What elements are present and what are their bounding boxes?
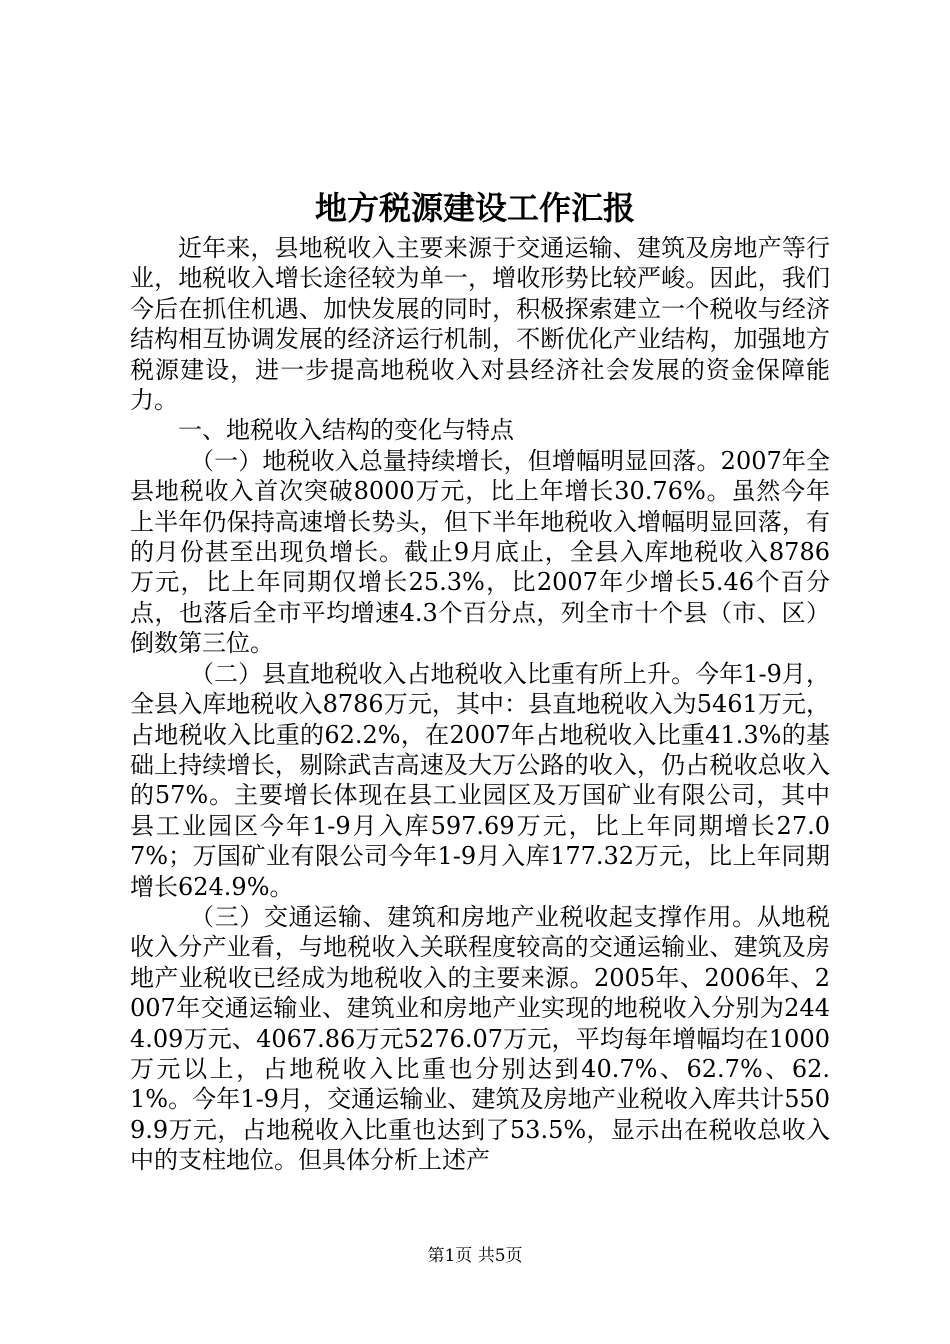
- paragraph-subsection-2: （二）县直地税收入占地税收入比重有所上升。今年1-9月，全县入库地税收入8786万元，其中：县直地税收入为5461万元，占地税收入比重的62.2%，在2007年占地税收入比重41.3%的基础上持续增长，剔除武吉高速及大万公路的收入，仍占税收总收入的57%。主要增长体现在县工业园区及万国矿业有限公司，其中县工业园区今年1-9月入库597.69万元，比上年同期增长27.07%；万国矿业有限公司今年1-9月入库177.32万元，比上年同期增长624.9%。: [130, 659, 830, 901]
- document-body: [130, 233, 830, 1176]
- paragraph-intro: 近年来，县地税收入主要来源于交通运输、建筑及房地产等行业，地税收入增长途径较为单一，增收形势比较严峻。因此，我们今后在抓住机遇、加快发展的同时，积极探索建立一个税收与经济结构相互协调发展的经济运行机制，不断优化产业结构，加强地方税源建设，进一步提高地税收入对县经济社会发展的资金保障能力。: [130, 234, 830, 415]
- page-footer: 第1页 共5页: [427, 1246, 523, 1266]
- paragraph-subsection-1: （一）地税收入总量持续增长，但增幅明显回落。2007年全县地税收入首次突破8000万元，比上年增长30.76%。虽然今年上半年仍保持高速增长势头，但下半年地税收入增幅明显回落，有的月份甚至出现负增长。截止9月底止，全县入库地税收入8786万元，比上年同期仅增长25.3%，比2007年少增长5.46个百分点，也落后全市平均增速4.3个百分点，列全市十个县（市、区）倒数第三位。: [130, 446, 830, 658]
- paragraph-subsection-3: （三）交通运输、建筑和房地产业税收起支撑作用。从地税收入分产业看，与地税收入关联程度较高的交通运输业、建筑及房地产业税收已经成为地税收入的主要来源。2005年、2006年、2007年交通运输业、建筑业和房地产业实现的地税收入分别为2444.09万元、4067.86万元5276.07万元，平均每年增幅均在1000万元以上，占地税收入比重也分别达到40.7%、62.7%、62.1%。今年1-9月，交通运输业、建筑及房地产业税收入库共计5509.9万元，占地税收入比重也达到了53.5%，显示出在税收总收入中的支柱地位。但具体分析上述产: [130, 902, 830, 1175]
- section-heading-1: 一、地税收入结构的变化与特点: [178, 416, 514, 445]
- document-title: 地方税源建设工作汇报: [314, 189, 635, 227]
